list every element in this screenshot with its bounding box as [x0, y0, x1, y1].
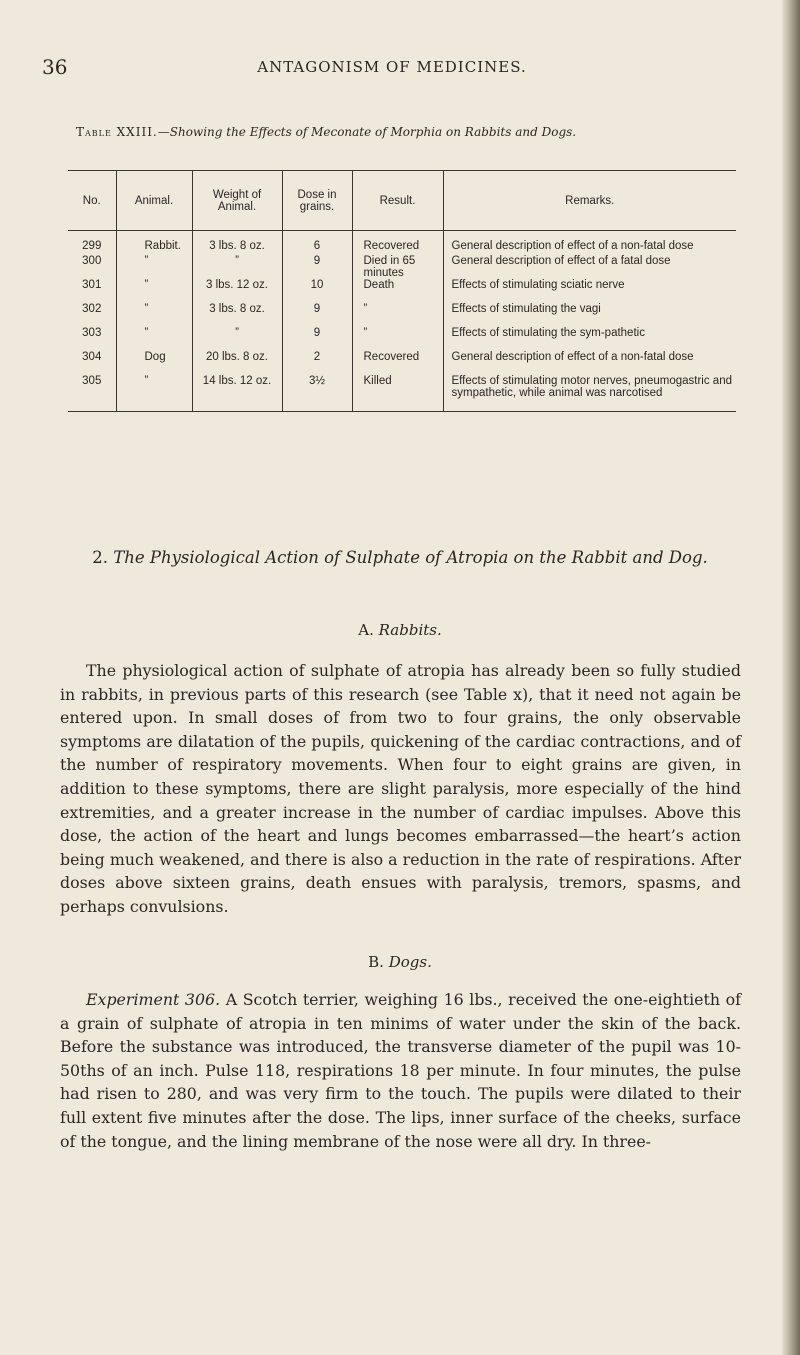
cell-dose: 9: [282, 327, 352, 351]
table-row: [68, 375, 736, 412]
page-number: 36: [42, 55, 68, 79]
cell-weight: 3 lbs. 8 oz.: [192, 231, 282, 255]
cell-animal: ”: [116, 327, 192, 351]
cell-remarks: Effects of stimulating motor nerves, pneumogastric and sympathetic, while animal was narcotised: [443, 375, 736, 412]
col-header-result: Result.: [352, 171, 443, 231]
cell-no: 300: [68, 255, 116, 279]
subheading-title: Rabbits.: [378, 621, 442, 639]
cell-dose: 2: [282, 351, 352, 375]
cell-no: 305: [68, 375, 116, 412]
morphia-effects-table: [68, 170, 736, 412]
running-head: [42, 55, 742, 79]
table-row: [68, 327, 736, 351]
cell-dose: 9: [282, 255, 352, 279]
cell-dose: 3½: [282, 375, 352, 412]
cell-no: 301: [68, 279, 116, 303]
subheading-dogs: [60, 953, 740, 971]
cell-result: Killed: [352, 375, 443, 412]
cell-result: Recovered: [352, 231, 443, 255]
subheading-letter: A.: [358, 621, 374, 639]
table-caption: [76, 125, 576, 139]
cell-result: ”: [352, 327, 443, 351]
cell-animal: Rabbit.: [116, 231, 192, 255]
col-header-remarks: Remarks.: [443, 171, 736, 231]
section-heading: [60, 545, 740, 571]
cell-no: 302: [68, 303, 116, 327]
section-number: 2.: [92, 548, 108, 567]
cell-weight: 3 lbs. 12 oz.: [192, 279, 282, 303]
section-title: The Physiological Action of Sulphate of Atropia on the Rabbit and Dog.: [113, 548, 708, 567]
table-caption-text: —Showing the Effects of Meconate of Morphia on Rabbits and Dogs.: [157, 125, 577, 139]
cell-weight: ”: [192, 255, 282, 279]
cell-result: Recovered: [352, 351, 443, 375]
subheading-rabbits: [60, 621, 740, 639]
subheading-title: Dogs.: [388, 953, 432, 971]
cell-result: ”: [352, 303, 443, 327]
cell-result: Died in 65 minutes: [352, 255, 443, 279]
cell-no: 304: [68, 351, 116, 375]
cell-animal: ”: [116, 375, 192, 412]
table-header-row: [68, 171, 736, 231]
cell-dose: 6: [282, 231, 352, 255]
cell-dose: 9: [282, 303, 352, 327]
paragraph-rabbits: The physiological action of sulphate of atropia has already been so fully studied in rabbits, in previous parts of this research (see Table x), that it need not again be entered upon. In small doses of from two to four grains, the only observable symptoms are dilatation of the pupils, quickening of the cardiac contractions, and of the number of respiratory movements. When four to eight grains are given, in addition to these symptoms, there are slight paralysis, more especially of the hind extremities, and a greater increase in the number of cardiac impulses. Above this dose, the action of the heart and lungs becomes embarrassed—the heart’s action being much weakened, and there is also a reduction in the rate of respirations. After doses above sixteen grains, death ensues with paralysis, tremors, spasms, and perhaps convulsions.: [60, 661, 741, 916]
cell-animal: ”: [116, 279, 192, 303]
table-row: [68, 279, 736, 303]
page-edge-shadow: [782, 0, 800, 1355]
cell-animal: ”: [116, 255, 192, 279]
table-row: [68, 303, 736, 327]
col-header-dose: Dose in grains.: [282, 171, 352, 231]
table-caption-number: Table XXIII.: [76, 125, 158, 139]
cell-animal: ”: [116, 303, 192, 327]
cell-remarks: General description of effect of a non-fatal dose: [451, 350, 694, 363]
cell-dose: 10: [282, 279, 352, 303]
running-title: ANTAGONISM OF MEDICINES.: [257, 58, 527, 76]
col-header-no: No.: [68, 171, 116, 231]
cell-weight: 3 lbs. 8 oz.: [192, 303, 282, 327]
experiment-text: A Scotch terrier, weighing 16 lbs., received the one-eightieth of a grain of sulphate of atropia in ten minims of water under the skin of the back. Before the substance was introduced, the transverse diameter of the pupil was 10-50ths of an inch. Pulse 118, respirations 18 per minute. In four minutes, the pulse had risen to 280, and was very firm to the touch. The pupils were dilated to their full extent five minutes after the dose. The lips, inner surface of the cheeks, surface of the tongue, and the lining membrane of the nose were all dry. In three-: [60, 990, 741, 1151]
cell-remarks: General description of effect of a non-fatal dose: [451, 240, 694, 252]
col-header-animal: Animal.: [116, 171, 192, 231]
table-row: [68, 351, 736, 375]
cell-weight: ”: [192, 327, 282, 351]
cell-remarks: General description of effect of a fatal dose: [451, 254, 671, 267]
cell-result: Death: [352, 279, 443, 303]
cell-remarks: Effects of stimulating the vagi: [451, 302, 601, 315]
table-row: [68, 231, 736, 255]
subheading-letter: B.: [368, 953, 384, 971]
cell-animal: Dog: [116, 351, 192, 375]
experiment-label: Experiment 306.: [86, 990, 221, 1009]
cell-no: 303: [68, 327, 116, 351]
cell-no: 299: [68, 231, 116, 255]
cell-weight: 20 lbs. 8 oz.: [192, 351, 282, 375]
table-row: [68, 255, 736, 279]
col-header-weight: Weight of Animal.: [192, 171, 282, 231]
paragraph-experiment-306: [60, 988, 741, 1153]
cell-remarks: Effects of stimulating sciatic nerve: [451, 278, 625, 291]
cell-remarks: Effects of stimulating the sym-pathetic: [451, 326, 645, 339]
cell-weight: 14 lbs. 12 oz.: [192, 375, 282, 412]
